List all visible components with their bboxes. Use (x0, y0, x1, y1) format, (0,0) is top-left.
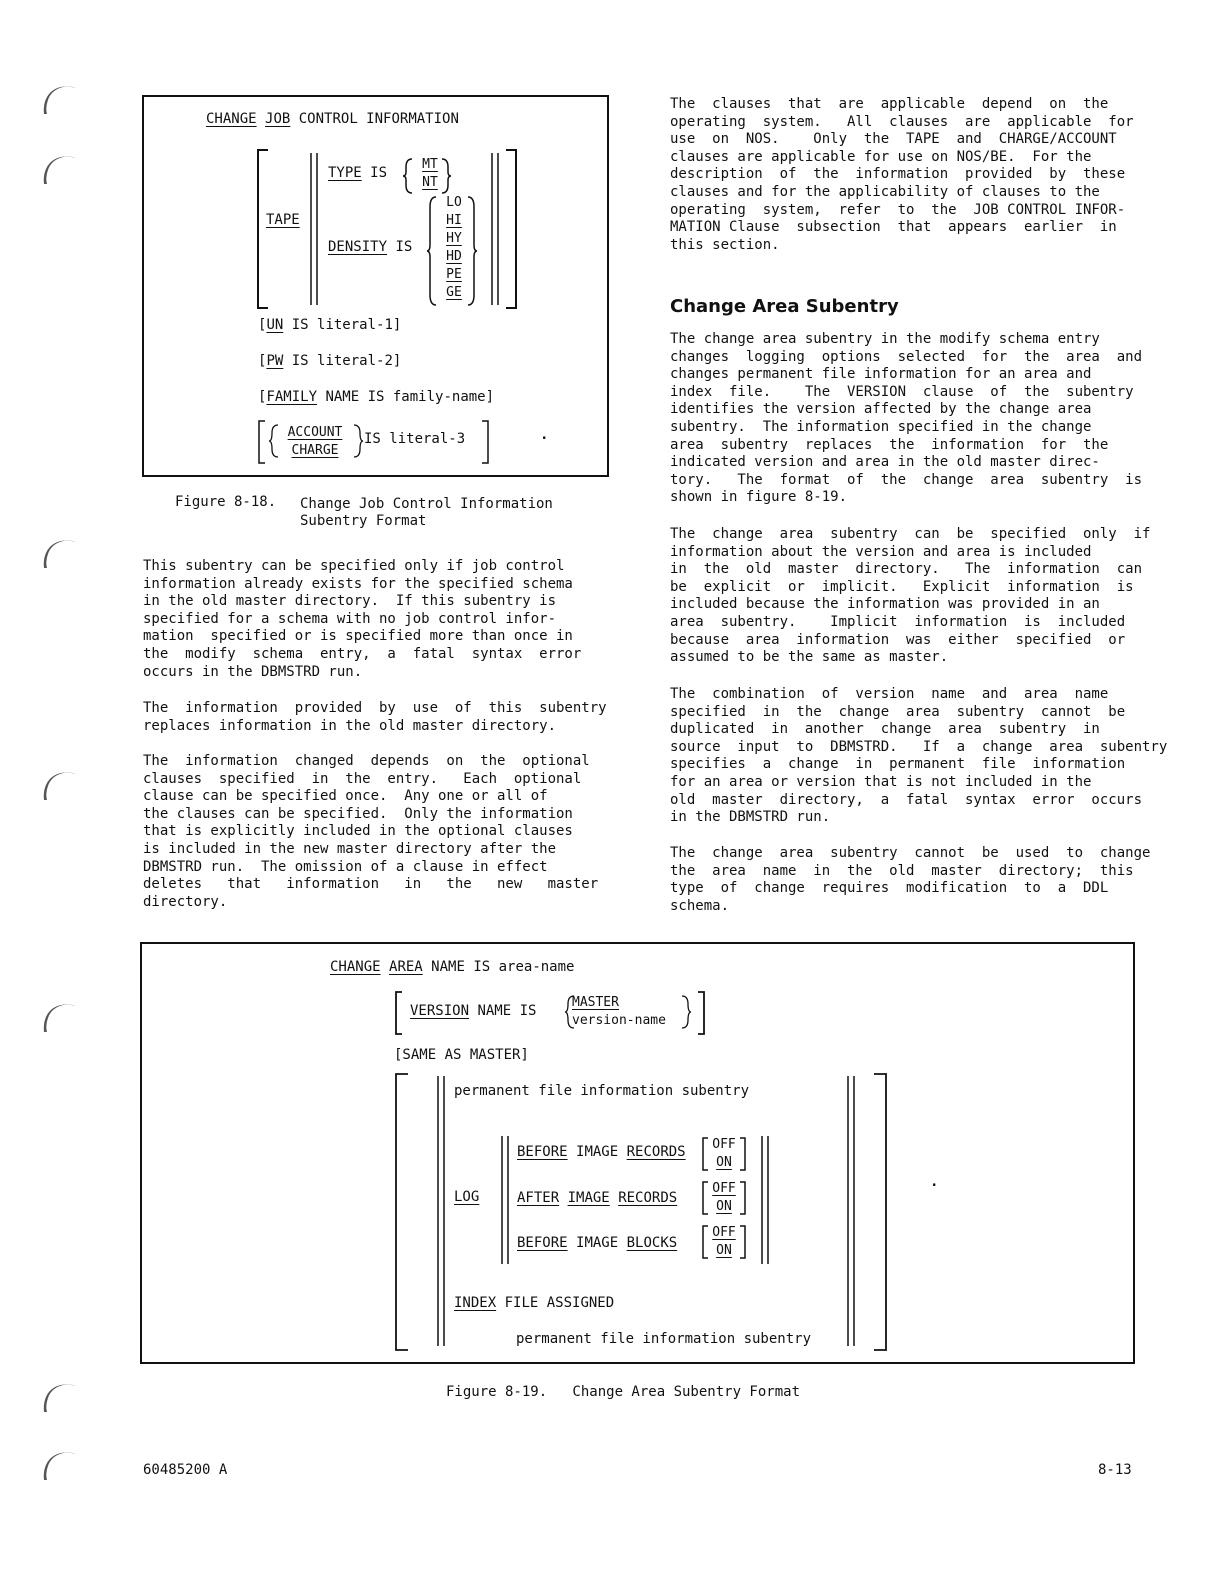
fig19-offon-1 (706, 1136, 742, 1172)
fig19-image-kw: IMAGE (567, 1190, 610, 1206)
fig19-pfi-second: permanent file information subentry (516, 1331, 812, 1347)
fig19-title (330, 959, 574, 975)
right-paragraph: The change area subentry can be specified only if information about the version and area is included in the old master directory. The information can be explicit or implicit. Explicit information is included because the information was provided in an area subentry. Implicit information is included because area information was either specified or assumed to be the same as master. (670, 526, 1151, 666)
fig19-change-kw: CHANGE (330, 959, 381, 975)
fig18-density-options (440, 194, 468, 302)
fig18-density-kw: DENSITY (328, 239, 388, 255)
fig19-version-clause (410, 1003, 536, 1019)
binder-hole-mark (38, 764, 78, 804)
fig19-before-kw: BEFORE (517, 1235, 568, 1251)
left-paragraph: The information provided by use of this subentry replaces information in the old master directory. (143, 700, 607, 734)
figure-8-19-box (140, 942, 1135, 1364)
fig19-index-kw: INDEX (454, 1295, 497, 1311)
fig18-un-rest: IS literal-1 (291, 317, 393, 333)
fig19-image-word: IMAGE (576, 1144, 619, 1160)
right-paragraph: The change area subentry cannot be used to change the area name in the old master directory; this type of change requires modification to a DDL schema. (670, 845, 1151, 914)
fig19-terminator: . (930, 1174, 939, 1190)
fig19-file-assigned: FILE ASSIGNED (504, 1295, 615, 1311)
fig19-on-option: ON (716, 1155, 732, 1170)
fig19-off-option: OFF (712, 1137, 736, 1152)
figure-8-18-box (142, 95, 609, 477)
right-top-paragraph: The clauses that are applicable depend on the operating system. All clauses are applicable for use on NOS. Only the TAPE and CHARGE/ACCOUNT clauses are applicable for use on NOS/BE. For the description of the information provided by these clauses and for the applicability of clauses to the operating system, refer to the JOB CONTROL INFOR- MATION Clause subsection that appears earlier in this section. (670, 96, 1134, 253)
fig18-pw-rest: IS literal-2 (291, 353, 393, 369)
binder-hole-mark (38, 148, 78, 188)
fig18-title-rest: CONTROL INFORMATION (298, 111, 459, 127)
fig19-caption: Figure 8-19. Change Area Subentry Format (446, 1384, 801, 1400)
fig19-offon-3 (706, 1224, 742, 1260)
fig19-title-rest: NAME IS area-name (431, 959, 575, 975)
binder-hole-mark (38, 996, 78, 1036)
fig18-density-is: IS (395, 239, 413, 255)
fig18-job-kw: JOB (265, 111, 291, 127)
binder-hole-mark (38, 532, 78, 572)
fig18-change-kw: CHANGE (206, 111, 257, 127)
fig19-off-option: OFF (712, 1225, 736, 1240)
fig18-title (206, 111, 459, 127)
fig19-on-option: ON (716, 1199, 732, 1214)
fig19-before-image-records (517, 1144, 686, 1160)
fig18-account-options (280, 424, 350, 460)
fig18-terminator: . (540, 427, 549, 443)
fig19-records-kw: RECORDS (618, 1190, 678, 1206)
fig19-before-image-blocks (517, 1235, 677, 1251)
fig19-same-as-master: [SAME AS MASTER] (394, 1047, 529, 1063)
fig18-density-option: GE (446, 285, 462, 300)
fig18-caption-number: Figure 8-18. (175, 494, 277, 510)
fig19-version-options (572, 994, 684, 1030)
fig19-after-kw: AFTER (517, 1190, 560, 1206)
fig18-density-option: HI (446, 213, 462, 228)
fig19-version-kw: VERSION (410, 1003, 470, 1019)
fig18-un-clause: [UN IS literal-1] (258, 317, 402, 333)
fig18-charge-option: CHARGE (291, 443, 339, 458)
fig18-un-kw: UN (266, 317, 284, 333)
binder-hole-mark (38, 1376, 78, 1416)
fig19-area-kw: AREA (389, 959, 423, 975)
fig18-type-kw: TYPE (328, 165, 362, 181)
left-paragraph: The information changed depends on the optional clauses specified in the entry. Each optional clause can be specified once. Any one or all of the clauses can be specified. Only the information that is explicitly included in the optional clauses is included in the new master directory after the DBMSTRD run. The omission of a clause in effect deletes that information in the new master directory. (143, 753, 599, 910)
fig18-type-option: MT (422, 157, 438, 172)
fig18-literal3: IS literal-3 (364, 431, 466, 447)
footer-doc-number: 60485200 A (143, 1462, 228, 1478)
binder-hole-mark (38, 1444, 78, 1484)
fig19-blocks-kw: BLOCKS (626, 1235, 678, 1251)
fig18-pw-kw: PW (266, 353, 284, 369)
fig19-before-kw: BEFORE (517, 1144, 568, 1160)
fig18-caption-line2: Subentry Format (300, 513, 427, 529)
fig18-type-is: IS (370, 165, 388, 181)
fig19-pfi-first: permanent file information subentry (454, 1083, 750, 1099)
fig18-caption-line1: Change Job Control Information (300, 496, 553, 512)
fig18-family-kw: FAMILY (266, 389, 318, 405)
right-paragraph: The combination of version name and area name specified in the change area subentry cannot be duplicated in another change area subentry in source input to DBMSTRD. If a change area subentry specifies a change in permanent file information for an area or version that is not included in the old master directory, a fatal syntax error occurs in the DBMSTRD run. (670, 686, 1168, 826)
fig19-on-option: ON (716, 1243, 732, 1258)
footer-page-number: 8-13 (1098, 1462, 1132, 1478)
fig19-master-option: MASTER (572, 995, 619, 1010)
fig18-type-options (416, 156, 444, 192)
right-paragraph: The change area subentry in the modify schema entry changes logging options selected for the area and changes permanent file information for an area and index file. The VERSION clause of the subentry identifies the version affected by the change area subentry. The information specified in the change area subentry replaces the information for the indicated version and area in the old master direc- tory. The format of the change area subentry is shown in figure 8-19. (670, 331, 1143, 506)
section-heading: Change Area Subentry (670, 296, 899, 317)
fig18-density-option: LO (446, 195, 462, 210)
fig18-family-clause: [FAMILY NAME IS family-name] (258, 389, 495, 405)
fig18-density-option: HD (446, 249, 462, 264)
fig18-density-clause (328, 239, 412, 255)
left-paragraph: This subentry can be specified only if job control information already exists for the specified schema in the old master directory. If this subentry is specified for a schema with no job control infor- mation specified or is specified more than once in the modify schema entry, a fatal syntax error occurs in the DBMSTRD run. (143, 558, 582, 680)
fig18-type-clause (328, 165, 387, 181)
fig18-density-option: PE (446, 267, 462, 282)
fig19-after-image-records (517, 1190, 677, 1206)
fig18-type-option: NT (422, 175, 438, 190)
fig18-account-option: ACCOUNT (287, 425, 343, 440)
fig19-image-word: IMAGE (576, 1235, 619, 1251)
fig19-records-kw: RECORDS (626, 1144, 686, 1160)
fig18-tape-kw: TAPE (266, 212, 300, 228)
fig18-family-rest: NAME IS family-name (325, 389, 486, 405)
fig19-index-clause (454, 1295, 614, 1311)
fig18-pw-clause: [PW IS literal-2] (258, 353, 402, 369)
fig19-off-option: OFF (712, 1181, 736, 1196)
fig19-offon-2 (706, 1180, 742, 1216)
binder-hole-mark (38, 78, 78, 118)
fig18-outer-brackets (254, 149, 544, 309)
fig19-version-name-option: version-name (572, 1013, 666, 1028)
fig18-density-option: HY (446, 231, 462, 246)
fig19-log-kw: LOG (454, 1189, 480, 1205)
fig19-version-rest: NAME IS (477, 1003, 537, 1019)
